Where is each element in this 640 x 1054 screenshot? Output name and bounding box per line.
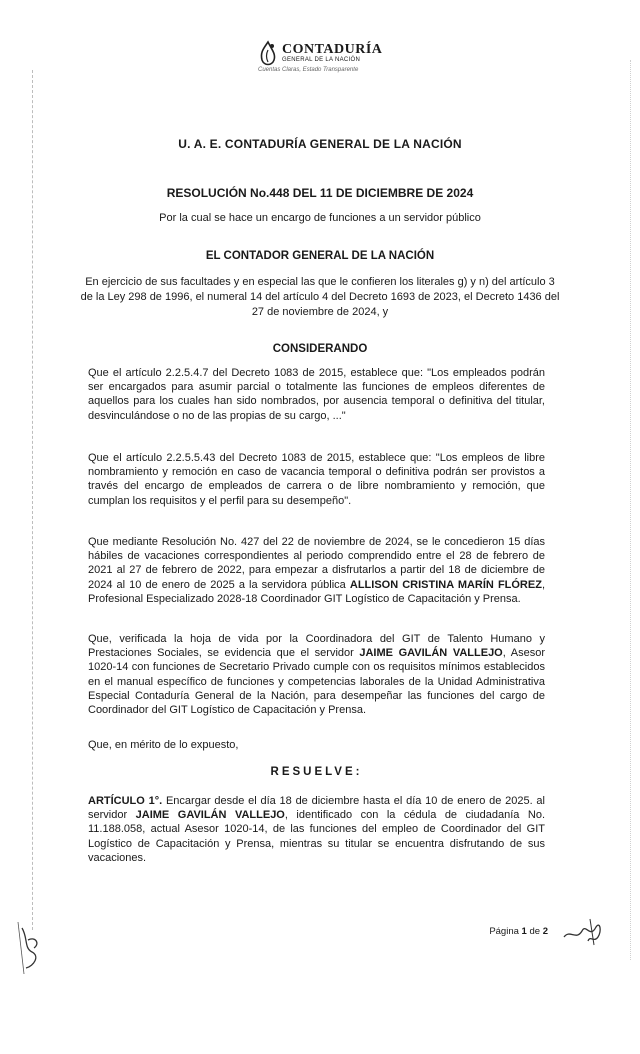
merit-paragraph: Que, en mérito de lo expuesto, — [88, 739, 239, 751]
initials-signature-left — [14, 918, 54, 978]
logo-name: CONTADURÍA — [282, 42, 383, 57]
logo-tagline: Cuentas Claras, Estado Transparente — [258, 67, 359, 73]
employee-name: ALLISON CRISTINA MARÍN FLÓREZ — [349, 578, 542, 591]
page-right-edge — [630, 60, 632, 960]
resolution-subject: Por la cual se hace un encargo de funciones a un servidor público — [159, 212, 481, 224]
article-1-paragraph — [88, 794, 545, 865]
page-current: 1 — [521, 926, 527, 937]
considering-heading: CONSIDERANDO — [272, 343, 368, 355]
page-mid: de — [526, 926, 543, 937]
paragraph-text: Encargar desde el día 18 de diciembre hasta el día 10 de enero de 2025. al servidor — [88, 795, 545, 822]
paragraph-text: Que mediante Resolución No. 427 del 22 de noviembre de 2024, se le concedieron 15 días hábiles de vacaciones correspondientes al periodo comprendido entre el 28 de febrero de 2021 al 27 de febrero de 2022, para empezar a disfrutarlos a partir del 18 de diciembre de 2024 al 10 de enero de 2025 a la servidora pública — [88, 536, 545, 591]
contaduria-logo — [256, 38, 396, 78]
considering-paragraph-2: Que el artículo 2.2.5.5.43 del Decreto 1083 de 2015, establece que: "Los empleos de libre nombramiento y remoción en caso de vacancia temporal o definitiva podrán ser provistos a través del encargo de empleados de carrera o de libre nombramiento y remoción, que cumplan los requisitos y el perfil para su desempeño". — [88, 452, 545, 507]
logo-emblem-icon — [256, 40, 280, 68]
powers-paragraph: En ejercicio de sus facultades y en especial las que le confieren los literales g) y n) del artículo 3 de la Ley 298 de 1996, el numeral 14 del artículo 4 del Decreto 1693 de 2023, el Decreto 1436 del 27 de noviembre de 2024, y — [80, 276, 560, 318]
resolves-heading: RESUELVE: — [270, 766, 363, 778]
employee-name: JAIME GAVILÁN VALLEJO — [359, 647, 503, 660]
considering-paragraph-4 — [88, 632, 545, 717]
signer-heading: EL CONTADOR GENERAL DE LA NACIÓN — [205, 250, 435, 262]
paragraph-text: , identificado con la cédula de ciudadanía No. 11.188.058, actual Asesor 1020-14, de las funciones del empleo de Coordinador del GIT Logístico de Capacitación y Prensa, mientras su titular se encuentra disfrutando de sus vacaciones. — [88, 809, 546, 864]
initials-signature-right — [560, 915, 605, 950]
page-left-edge — [32, 70, 34, 930]
entity-heading: U. A. E. CONTADURÍA GENERAL DE LA NACIÓN — [178, 137, 462, 151]
resolution-title: RESOLUCIÓN No.448 DEL 11 DE DICIEMBRE DE 2024 — [166, 186, 474, 200]
page-prefix: Página — [489, 926, 522, 937]
paragraph-text: , Profesional Especializado 2028-18 Coordinador GIT Logístico de Capacitación y Prensa. — [88, 578, 545, 605]
paragraph-text: Que, verificada la hoja de vida por la Coordinadora del GIT de Talento Humano y Prestaciones Sociales, se evidencia que el servidor — [88, 633, 545, 660]
considering-paragraph-1: Que el artículo 2.2.5.4.7 del Decreto 1083 de 2015, establece que: "Los empleados podrán ser encargados para asumir parcial o totalmente las funciones de empleos diferentes de aquellos para los cuales han sido nombrados, por ausencia temporal o definitiva del titular, desvinculándose o no de las propias de su cargo, ..." — [88, 367, 545, 422]
page-total: 2 — [542, 926, 548, 937]
article-label: ARTÍCULO 1°. — [88, 795, 163, 807]
employee-name: JAIME GAVILÁN VALLEJO — [135, 809, 285, 822]
paragraph-text: , Asesor 1020-14 con funciones de Secretario Privado cumple con os requisitos mínimos establecidos en el manual específico de funciones y competencias laborales de la Unidad Administrativa Especial Contaduría General de la Nación, para desempeñar las funciones del cargo de Coordinador del GIT Logístico de Capacitación y Prensa. — [88, 647, 546, 717]
considering-paragraph-3 — [88, 535, 545, 606]
logo-subtitle: GENERAL DE LA NACIÓN — [282, 57, 361, 63]
page-number — [489, 926, 548, 937]
